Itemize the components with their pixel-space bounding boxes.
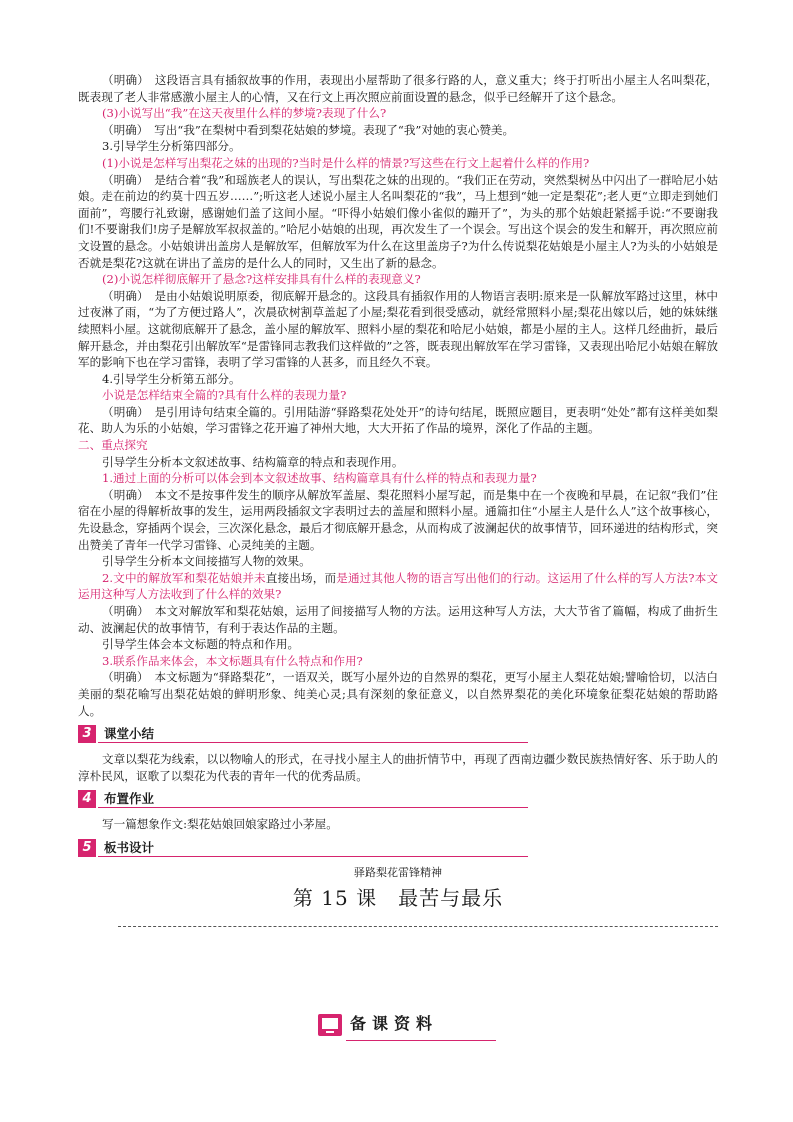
homework-text: 写一篇想象作文:梨花姑娘回娘家路过小茅屋。 <box>102 817 338 832</box>
section-number-badge: 3 <box>78 725 96 743</box>
lesson-number: 第 15 课 <box>292 885 378 910</box>
section-underline <box>98 856 528 857</box>
summary-text: 文章以梨花为线索，以以物喻人的形式，在寻找小屋主人的曲折情节中，再现了西南边疆少数民族热情好客、乐于助人的淳朴民风，讴歌了以梨花为代表的青年一代的优秀品质。 <box>78 752 718 783</box>
section-title: 板书设计 <box>104 839 155 855</box>
guide-step: 引导学生体会本文标题的特点和作用。 <box>102 637 300 652</box>
answer-paragraph: （明确） 是由小姑娘说明原委，彻底解开悬念的。这段具有插叙作用的人物语言表明:原来是一队解放军路过这里，林中过夜淋了雨，“为了方便过路人”，次晨砍树割草盖起了小屋;梨花看到很受感动，就经常照料小屋;梨花出嫁以后，她的妹妹继续照料小屋。这就彻底解开了悬念，盖小屋的解放军、照料小屋的梨花和哈尼小姑娘，都是小屋的主人。这样几经曲折，最后解开悬念，并由梨花引出解放军“是雷锋同志教我们这样做的”之答，既表现出解放军在学习雷锋，又表现出哈尼小姑娘在解放军的影响下也在学习雷锋，表明了学习雷锋的人甚多，而且经久不衰。 <box>78 288 718 370</box>
question: (3)小说写出“我”在这天夜里什么样的梦境?表现了什么? <box>102 106 387 121</box>
section-title: 布置作业 <box>104 791 155 807</box>
section-title: 课堂小结 <box>104 726 155 742</box>
guide-step: 3.引导学生分析第四部分。 <box>102 139 241 154</box>
resource-underline <box>346 1040 496 1041</box>
resource-title: 备课资料 <box>350 1014 439 1033</box>
question: 3.联系作品来体会，本文标题具有什么特点和作用? <box>102 653 363 668</box>
lesson-title <box>78 884 718 912</box>
guide-step: 引导学生分析本文间接描写人物的效果。 <box>102 554 311 569</box>
document-body <box>78 72 718 927</box>
answer-paragraph: （明确） 本文标题为“驿路梨花”，一语双关，既写小屋外边的自然界的梨花，更写小屋主人梨花姑娘;譬喻恰切，以洁白美丽的梨花喻写出梨花姑娘的鲜明形象、纯美心灵;具有深刻的象征意义，以自然界梨花的美化环境象征梨花姑娘的帮助路人。 <box>78 670 718 718</box>
question-mixed <box>78 570 718 603</box>
dashed-divider <box>118 926 718 927</box>
answer-paragraph: （明确） 写出“我”在梨树中看到梨花姑娘的梦境。表现了“我”对她的衷心赞美。 <box>102 122 515 137</box>
question: 1.通过上面的分析可以体会到本文叙述故事、结构篇章具有什么样的特点和表现力量? <box>102 471 537 486</box>
section-header-homework <box>78 788 718 808</box>
question-part: 是通过其他人物的语言写出他们的行动。这运用了什么样的写人方法?本文运用这种写人方法收到了什么样的效果? <box>78 570 718 602</box>
question: 小说是怎样结束全篇的?具有什么样的表现力量? <box>102 388 347 403</box>
board-subtitle: 驿路梨花雷锋精神 <box>354 865 442 879</box>
question-part: 2.文中的解放军和梨花姑娘并未 <box>102 570 266 585</box>
guide-step: 引导学生分析本文叙述故事、结构篇章的特点和表现作用。 <box>102 454 404 469</box>
section-header-board <box>78 837 718 857</box>
section-underline <box>98 807 528 808</box>
section-number-badge: 4 <box>78 790 96 808</box>
section-header-summary <box>78 723 718 743</box>
section-underline <box>98 742 528 743</box>
answer-paragraph: （明确） 是结合着“我”和瑶族老人的误认，写出梨花之妹的出现的。“我们正在劳动，突然梨树丛中闪出了一群哈尼小姑娘。走在前边的约莫十四五岁……”;听这老人述说小屋主人名叫梨花的“我”，马上想到“她一定是梨花”;老人更“立即走到她们面前”，弯腰行礼致谢，感谢她们盖了这间小屋。“吓得小姑娘们像小雀似的蹦开了”，为头的那个姑娘赶紧摇手说:“不要谢我们!不要谢我们!房子是解放军叔叔盖的。”哈尼小姑娘的出现，再次发生了一个误会。写出这个误会的发生和解开，再次照应前文设置的悬念。小姑娘讲出盖房人是解放军，但解放军为什么在这里盖房子?为什么传说梨花姑娘是小屋主人?为头的小姑娘是否就是梨花?这就在讲出了盖房的是什么人的同时，又生出了新的悬念。 <box>78 172 718 270</box>
guide-step: 4.引导学生分析第五部分。 <box>102 371 241 386</box>
answer-paragraph: （明确） 本文对解放军和梨花姑娘，运用了间接描写人物的方法。运用这种写人方法，大大节省了篇幅，构成了曲折生动、波澜起伏的故事情节，有利于表达作品的主题。 <box>78 604 718 635</box>
section-number-badge: 5 <box>78 839 96 857</box>
answer-paragraph: （明确） 本文不是按事件发生的顺序从解放军盖屋、梨花照料小屋写起，而是集中在一个夜晚和早晨，在记叙“我们”住宿在小屋的得解析故事的发生，运用两段插叙文字表明过去的盖屋和照料小屋。通篇扣住“小屋主人是什么人”这个故事核心，先设悬念，穿插两个误会，三次深化悬念，最后才彻底解开悬念，从而构成了波澜起伏的故事情节，回环递进的结构形式，突出赞美了青年一代学习雷锋、心灵纯美的主题。 <box>78 487 718 552</box>
answer-paragraph: （明确） 是引用诗句结束全篇的。引用陆游“驿路梨花处处开”的诗句结尾，既照应题目，更表明“处处”都有这样美如梨花、助人为乐的小姑娘，学习雷锋之花开遍了神州大地，大大开拓了作品的境界，深化了作品的主题。 <box>78 404 718 436</box>
question: (1)小说是怎样写出梨花之妹的出现的?当时是什么样的情景?写这些在行文上起着什么样的作用? <box>102 155 590 170</box>
section-heading: 二、重点探究 <box>78 438 148 453</box>
question-part: 直接出场，而 <box>265 570 337 585</box>
answer-paragraph: （明确） 这段语言具有插叙故事的作用，表现出小屋帮助了很多行路的人，意义重大；终于打听出小屋主人名叫梨花，既表现了老人非常感激小屋主人的心情，又在行文上再次照应前面设置的悬念，似乎已经解开了这个悬念。 <box>78 73 718 104</box>
resource-header <box>318 1011 496 1041</box>
monitor-icon <box>318 1014 342 1036</box>
lesson-name: 最苦与最乐 <box>398 885 504 910</box>
question: (2)小说怎样彻底解开了悬念?这样安排具有什么样的表现意义? <box>102 272 421 287</box>
